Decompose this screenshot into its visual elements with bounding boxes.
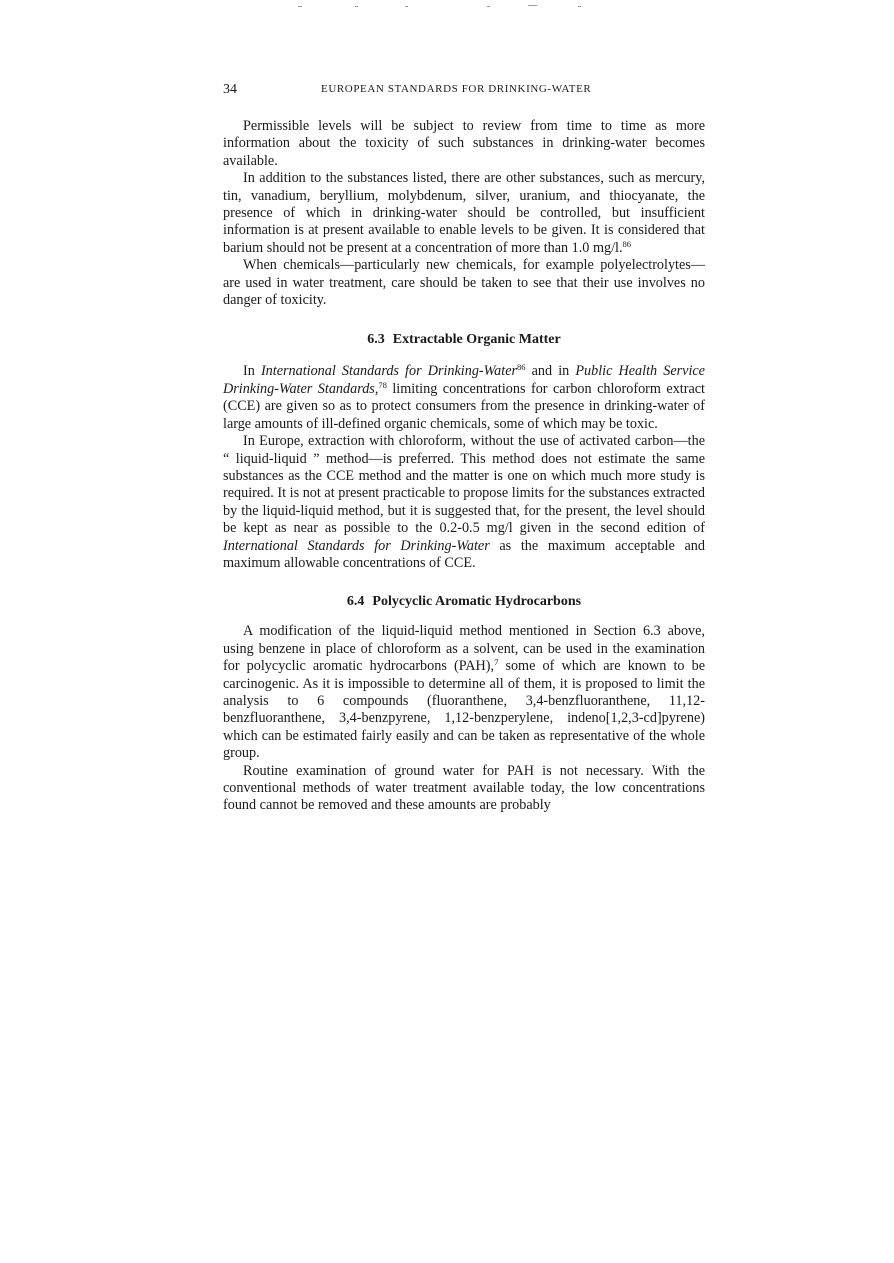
section-number: 6.3: [367, 332, 385, 348]
paragraph-other-substances: In addition to the substances listed, there are other substances, such as mercury, tin, vanadium, beryllium, molybdenum, silver, uranium, and thiocyanate, the presence of which in drinking-water should be controlled, but insufficient information is at present available to enable levels to be given. It is considered that barium should not be present at a concentration of more than 1.0 mg/l.$^{86}$: [223, 170, 705, 256]
running-title: EUROPEAN STANDARDS FOR DRINKING-WATER: [321, 83, 592, 95]
paragraph-new-chemicals: When chemicals—particularly new chemicals, for example polyelectrolytes—are used in water treatment, care should be taken to see that their use involves no danger of toxicity.: [223, 257, 705, 309]
reference-marker: 86: [622, 238, 632, 249]
section-heading-6-3: [223, 331, 705, 349]
paragraph-ground-water: Routine examination of ground water for PAH is not necessary. With the conventional methods of water treatment available today, the low concentrations found cannot be removed and these amounts are probably: [223, 762, 705, 814]
running-head: [223, 82, 705, 104]
section-title: Extractable Organic Matter: [392, 332, 561, 348]
reference-marker: 78: [378, 379, 387, 390]
paragraph-cce-standards: In International Standards for Drinking-Water$^{86}$ and in Public Health Service Drinking-Water Standards,$^{78}$ limiting concentrations for carbon chloroform extract (CCE) are given so as to protect consumers from the presence in drinking-water of large amounts of ill-defined organic chemicals, some of which may be toxic.: [223, 362, 705, 432]
section-title: Polycyclic Aromatic Hydrocarbons: [372, 594, 582, 610]
citation-title: International Standards for Drinking-Water: [260, 363, 518, 380]
section-number: 6.4: [346, 594, 365, 610]
citation-title: Public Health Service Drinking-Water Standards,: [223, 363, 705, 397]
citation-title: International Standards for Drinking-Water: [223, 537, 490, 554]
reference-marker: 7: [494, 657, 499, 668]
page-number: 34: [223, 82, 237, 97]
document-page: [223, 82, 705, 815]
paragraph-review: Permissible levels will be subject to review from time to time as more information about the toxicity of such substances in drinking-water becomes available.: [223, 118, 705, 169]
paragraph-pah-analysis: A modification of the liquid-liquid method mentioned in Section 6.3 above, using benzene in place of chloroform as a solvent, can be used in the examination for polycyclic aromatic hydrocarbons (PAH),$^7$ some of which are known to be carcinogenic. As it is impossible to determine all of them, it is proposed to limit the analysis to 6 compounds (fluoranthene, 3,4-benzfluoranthene, 11,12-benzfluoranthene, 3,4-benzpyrene, 1,12-benzperylene, indeno[1,2,3-cd]pyrene) which can be estimated fairly easily and can be taken as representative of the whole group.: [223, 623, 705, 762]
section-heading-6-4: [223, 593, 705, 611]
paragraph-liquid-liquid-method: In Europe, extraction with chloroform, without the use of activated carbon—the “ liquid-liquid ” method—is preferred. This method does not estimate the same substances as the CCE method and the matter is one on which much more study is required. It is not at present practicable to propose limits for the substances extracted by the liquid-liquid method, but it is suggested that, for the present, the level should be kept as near as possible to the 0.2-0.5 mg/l given in the second edition of International Standards for Drinking-Water as the maximum acceptable and maximum allowable concentrations of CCE.: [223, 433, 705, 571]
reference-marker: 86: [517, 362, 526, 373]
